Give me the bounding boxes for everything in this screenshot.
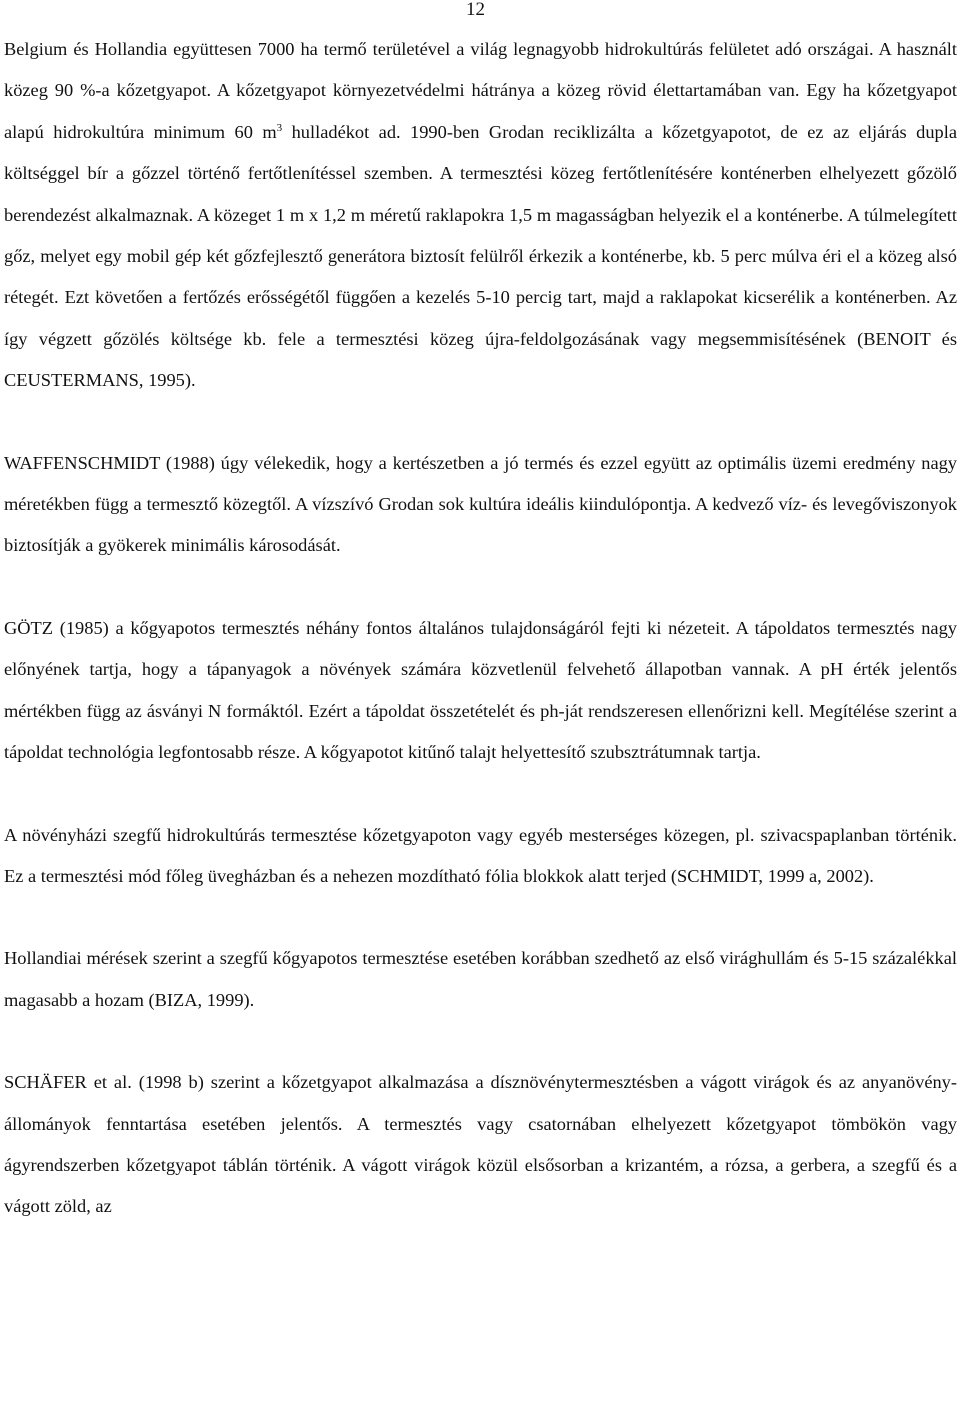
paragraph-text-part-2: hulladékot ad. 1990-ben Grodan reciklizálta a kőzetgyapotot, de ez az eljárás dupla költséggel bír a gőzzel történő fertőtlenítéssel szemben. A termesztési közeg fertőtlenítésére konténerben elhelyezett gőzölő berendezést alkalmaznak. A közeget 1 m x 1,2 m méretű raklapokra 1,5 m magasságban helyezik el a konténerbe. A túlmelegített gőz, melyet egy mobil gép két gőzfejlesztő generátora biztosít felülről érkezik a konténerbe, kb. 5 perc múlva éri el a közeg alsó rétegét. Ezt követően a fertőzés erősségétől függően a kezelés 5-10 percig tart, majd a raklapokat kicserélik a konténerben. Az így végzett gőzölés költsége kb. fele a termesztési közeg újra-feldolgozásának vagy megsemmisítésének (BENOIT és CEUSTERMANS, 1995). [4,121,957,391]
paragraph-carnation-hydroculture: A növényházi szegfű hidrokultúrás termesztése kőzetgyapoton vagy egyéb mesterséges közegen, pl. szivacspaplanban történik. Ez a termesztési mód főleg üvegházban és a nehezen mozdítható fólia blokkok alatt terjed (SCHMIDT, 1999 a, 2002). [4,824,957,886]
paragraph-text-part-1: Belgium és Hollandia együttesen 7000 ha termő területével a világ legnagyobb hidrokultúrás felületet adó országai. A használt közeg 90 %-a kőzetgyapot. A kőzetgyapot környezetvédelmi hátránya a közeg rövid élettartamában van. Egy ha kőzetgyapot alapú hidrokultúra minimum 60 m [4,39,957,142]
superscript-3: 3 [276,121,283,134]
document-body [4,29,957,1228]
paragraph-rockwool-belgium-netherlands [4,29,957,402]
paragraph-gotz: GÖTZ (1985) a kőgyapotos termesztés néhány fontos általános tulajdonságáról fejti ki nézeteit. A tápoldatos termesztés nagy előnyének tartja, hogy a tápanyagok a növények számára közvetlenül felvehető állapotban vannak. A pH érték jelentős mértékben függ az ásványi N formáktól. Ezért a tápoldat összetételét és ph-ját rendszeresen ellenőrizni kell. Megítélése szerint a tápoldat technológia legfontosabb része. A kőgyapotot kitűnő talajt helyettesítő szubsztrátumnak tartja. [4,617,957,763]
page-number: 12 [466,0,485,20]
paragraph-waffenschmidt: WAFFENSCHMIDT (1988) úgy vélekedik, hogy a kertészetben a jó termés és ezzel együtt az optimális üzemi eredmény nagy méretékben függ a termesztő közegtől. A vízszívó Grodan sok kultúra ideális kiindulópontja. A kedvező víz- és levegőviszonyok biztosítják a gyökerek minimális károsodását. [4,452,957,556]
paragraph-schafer: SCHÄFER et al. (1998 b) szerint a kőzetgyapot alkalmazása a dísznövénytermesztésben a vágott virágok és az anyanövény-állományok fenntartása esetében jelentős. A termesztés vagy csatornában elhelyezett kőzetgyapot tömbökön vagy ágyrendszerben kőzetgyapot táblán történik. A vágott virágok közül elsősorban a krizantém, a rózsa, a gerbera, a szegfű és a vágott zöld, az [4,1072,957,1217]
paragraph-dutch-measurements: Hollandiai mérések szerint a szegfű kőgyapotos termesztése esetében korábban szedhető az első virághullám és 5-15 százalékkal magasabb a hozam (BIZA, 1999). [4,948,957,1010]
